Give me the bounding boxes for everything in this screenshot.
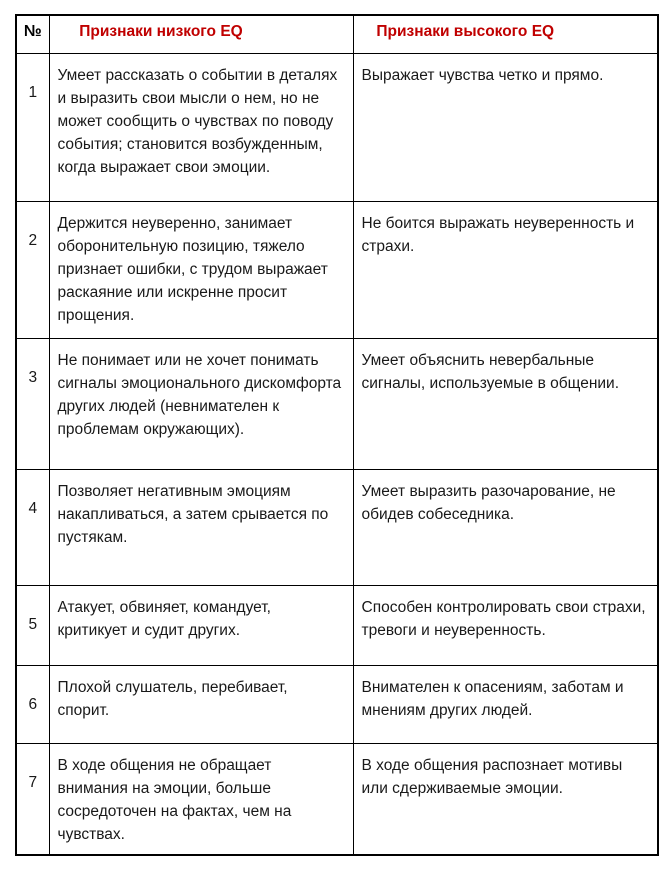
table-row <box>16 585 658 665</box>
eq-comparison-table <box>15 14 659 856</box>
table-header-row <box>16 15 658 53</box>
row-number-cell: 3 <box>16 338 49 469</box>
header-high-eq-cell: Признаки высокого EQ <box>353 15 658 53</box>
row-number-cell: 7 <box>16 743 49 855</box>
row-number-cell: 6 <box>16 665 49 743</box>
row-number-cell: 1 <box>16 53 49 201</box>
table-row <box>16 53 658 201</box>
high-eq-cell: Внимателен к опасениям, заботам и мнениям других людей. <box>353 665 658 743</box>
low-eq-cell: Атакует, обвиняет, командует, критикует и судит других. <box>49 585 353 665</box>
table-row <box>16 201 658 338</box>
low-eq-cell: Не понимает или не хочет понимать сигналы эмоционального дискомфорта других людей (невнимателен к проблемам окружающих). <box>49 338 353 469</box>
header-number-cell: № <box>16 15 49 53</box>
high-eq-cell: В ходе общения распознает мотивы или сдерживаемые эмоции. <box>353 743 658 855</box>
row-number-cell: 4 <box>16 469 49 585</box>
table-row <box>16 665 658 743</box>
low-eq-cell: Позволяет негативным эмоциям накапливаться, а затем срывается по пустякам. <box>49 469 353 585</box>
table-row <box>16 469 658 585</box>
header-low-eq-cell: Признаки низкого EQ <box>49 15 353 53</box>
low-eq-cell: Умеет рассказать о событии в деталях и выразить свои мысли о нем, но не может сообщить о чувствах по поводу события; становится возбужденным, когда выражает свои эмоции. <box>49 53 353 201</box>
high-eq-cell: Способен контролировать свои страхи, тревоги и неуверенность. <box>353 585 658 665</box>
high-eq-cell: Умеет выразить разочарование, не обидев собеседника. <box>353 469 658 585</box>
high-eq-cell: Умеет объяснить невербальные сигналы, используемые в общении. <box>353 338 658 469</box>
table-row <box>16 338 658 469</box>
low-eq-cell: Плохой слушатель, перебивает, спорит. <box>49 665 353 743</box>
table-row <box>16 743 658 855</box>
low-eq-cell: Держится неуверенно, занимает оборонительную позицию, тяжело признает ошибки, с трудом выражает раскаяние или искренне просит прощения. <box>49 201 353 338</box>
high-eq-cell: Не боится выражать неуверенность и страхи. <box>353 201 658 338</box>
high-eq-cell: Выражает чувства четко и прямо. <box>353 53 658 201</box>
row-number-cell: 5 <box>16 585 49 665</box>
row-number-cell: 2 <box>16 201 49 338</box>
low-eq-cell: В ходе общения не обращает внимания на эмоции, больше сосредоточен на фактах, чем на чувствах. <box>49 743 353 855</box>
